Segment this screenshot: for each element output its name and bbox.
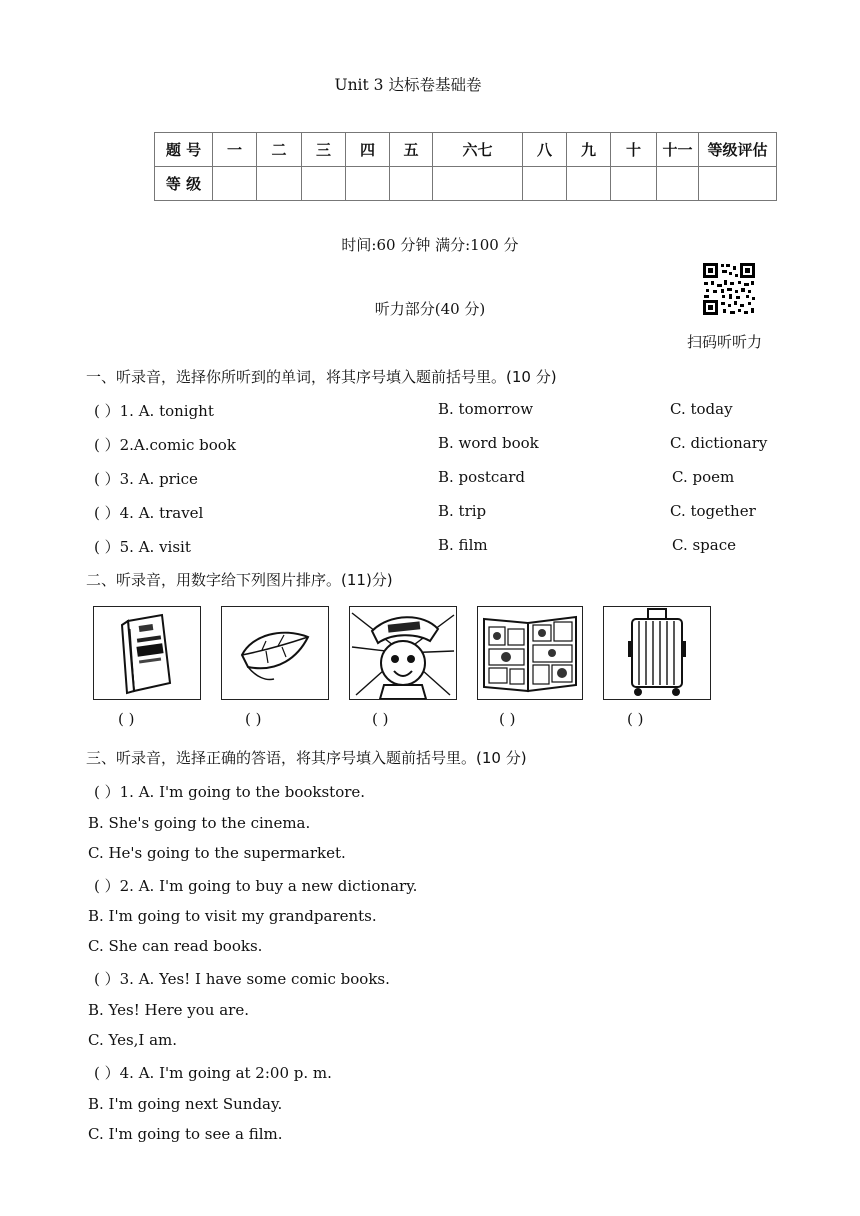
picture-boy <box>349 606 457 700</box>
header-cell: 八 <box>523 133 567 167</box>
suitcase-icon <box>604 607 710 699</box>
s1-item-question: ( ）1. A. tonight <box>94 402 214 420</box>
s1-item-option-b: B. tomorrow <box>438 400 534 418</box>
s1-item-question: ( ）5. A. visit <box>94 538 191 556</box>
grade-cell <box>302 167 346 201</box>
s3-option-line: C. He's going to the supermarket. <box>88 844 346 862</box>
grade-cell <box>346 167 390 201</box>
s3-question-line: ( ）1. A. I'm going to the bookstore. <box>94 783 366 801</box>
grade-table-grade-row <box>155 167 777 201</box>
section1-title: 一、听录音，选择你所听到的单词，将其序号填入题前括号里。(10 分) <box>86 368 557 386</box>
grade-table-header-row <box>155 133 777 167</box>
header-cell: 等级评估 <box>699 133 777 167</box>
comic-book-icon <box>478 607 582 699</box>
s3-question-line: ( ）3. A. Yes! I have some comic books. <box>94 970 390 988</box>
s3-option-line: C. She can read books. <box>88 937 263 955</box>
header-cell: 六七 <box>433 133 523 167</box>
s1-item-option-c: C. space <box>672 536 736 554</box>
boy-cartoon-icon <box>350 607 456 699</box>
s3-option-line: B. She's going to the cinema. <box>88 814 311 832</box>
grade-cell <box>699 167 777 201</box>
picture-answer-paren[interactable]: ( ) <box>118 710 135 728</box>
section3-title: 三、听录音，选择正确的答语，将其序号填入题前括号里。(10 分) <box>86 749 527 767</box>
s1-item-option-c: C. today <box>670 400 733 418</box>
qr-caption: 扫码听听力 <box>687 333 763 351</box>
listening-part-title: 听力部分(40 分) <box>374 300 486 318</box>
header-cell: 二 <box>257 133 302 167</box>
s3-option-line: B. I'm going to visit my grandparents. <box>88 907 377 925</box>
s3-option-line: B. I'm going next Sunday. <box>88 1095 283 1113</box>
picture-leaf <box>221 606 329 700</box>
s1-item-option-c: C. dictionary <box>670 434 768 452</box>
grade-cell <box>657 167 699 201</box>
s1-item-option-c: C. together <box>670 502 756 520</box>
picture-answer-paren[interactable]: ( ) <box>499 710 516 728</box>
s1-item-option-b: B. trip <box>438 502 487 520</box>
header-cell: 三 <box>302 133 346 167</box>
picture-answer-paren[interactable]: ( ) <box>627 710 644 728</box>
header-cell: 四 <box>346 133 390 167</box>
picture-answer-paren[interactable]: ( ) <box>245 710 262 728</box>
page-title: Unit 3 达标卷基础卷 <box>334 76 482 94</box>
grade-cell <box>213 167 257 201</box>
header-cell: 十 <box>611 133 657 167</box>
grade-cell <box>390 167 433 201</box>
s3-question-line: ( ）2. A. I'm going to buy a new dictionary. <box>94 877 418 895</box>
s3-question-line: ( ）4. A. I'm going at 2:00 p. m. <box>94 1064 332 1082</box>
s1-item-question: ( ）4. A. travel <box>94 504 204 522</box>
header-cell: 九 <box>567 133 611 167</box>
leaf-icon <box>222 607 328 699</box>
picture-comic <box>477 606 583 700</box>
header-cell: 五 <box>390 133 433 167</box>
s1-item-option-b: B. postcard <box>438 468 526 486</box>
s1-item-option-b: B. film <box>438 536 488 554</box>
s1-item-option-c: C. poem <box>672 468 735 486</box>
grade-row-label: 等 级 <box>155 167 213 201</box>
s1-item-question: ( ）2.A.comic book <box>94 436 236 454</box>
s3-option-line: C. Yes,I am. <box>88 1031 178 1049</box>
picture-suitcase <box>603 606 711 700</box>
section2-title: 二、听录音，用数字给下列图片排序。(11)分) <box>86 571 393 589</box>
grade-cell <box>567 167 611 201</box>
s1-item-option-b: B. word book <box>438 434 539 452</box>
picture-answer-paren[interactable]: ( ) <box>372 710 389 728</box>
s1-item-question: ( ）3. A. price <box>94 470 198 488</box>
book-icon <box>94 607 200 699</box>
header-cell: 一 <box>213 133 257 167</box>
grade-cell <box>611 167 657 201</box>
time-score-line: 时间:60 分钟 满分:100 分 <box>341 236 519 254</box>
s3-option-line: C. I'm going to see a film. <box>88 1125 283 1143</box>
s3-option-line: B. Yes! Here you are. <box>88 1001 249 1019</box>
grade-cell <box>257 167 302 201</box>
grade-table <box>154 132 777 201</box>
header-cell: 题 号 <box>155 133 213 167</box>
grade-cell <box>433 167 523 201</box>
header-cell: 十一 <box>657 133 699 167</box>
grade-cell <box>523 167 567 201</box>
picture-book <box>93 606 201 700</box>
